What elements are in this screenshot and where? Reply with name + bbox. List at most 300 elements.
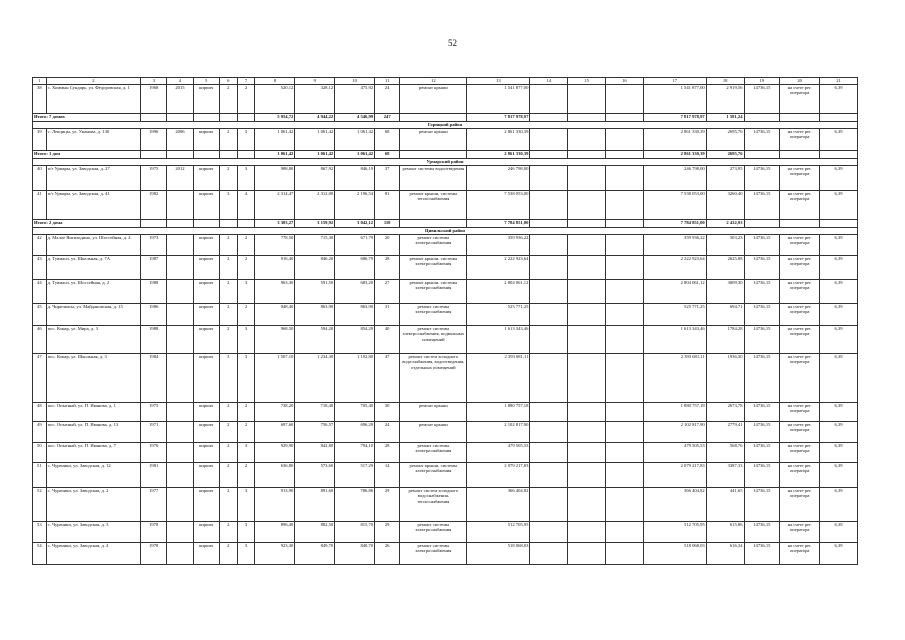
total-cell: [820, 220, 858, 228]
table-cell: 854,29: [335, 326, 375, 354]
table-row: [33, 422, 858, 443]
table-cell: 37: [375, 166, 400, 191]
table-cell: 2: [219, 422, 237, 443]
table-cell: с. Чурачики, ул. Заводская, д. 3: [46, 522, 140, 543]
total-cell: 68: [375, 151, 400, 159]
table-cell: 14736,15: [744, 543, 780, 565]
table-cell: [530, 443, 568, 463]
table-cell: 2 919,56: [706, 85, 744, 114]
total-cell: 7 784 851,00: [467, 220, 530, 228]
table-cell: с. Чурачики, ул. Заводская, д. 2: [46, 488, 140, 522]
table-row: [33, 191, 858, 220]
table-cell: на счете рег. оператора: [780, 256, 820, 280]
table-cell: ремонт системы электроснабжения: [400, 543, 467, 565]
total-cell: Итого: 2 дома: [33, 220, 141, 228]
table-cell: с. Чурачики, ул. Заводская, д. 4: [46, 543, 140, 565]
table-cell: [167, 422, 193, 443]
table-cell: 2: [219, 85, 237, 114]
table-cell: 2 314,47: [255, 191, 295, 220]
total-cell: [193, 114, 219, 122]
total-cell: [605, 151, 643, 159]
table-cell: на счете рег. оператора: [780, 326, 820, 354]
table-cell: 840,70: [335, 543, 375, 565]
table-cell: [605, 354, 643, 403]
table-cell: 2 222 923,64: [643, 256, 706, 280]
table-cell: 1 541 877,00: [467, 85, 530, 114]
table-cell: 14736,15: [744, 85, 780, 114]
table-cell: ремонт систем холодного водоснабжения, водоотведения, отдельных помещений: [400, 354, 467, 403]
table-row: [33, 129, 858, 151]
header-cell: 21: [820, 78, 858, 85]
table-cell: 31: [375, 304, 400, 326]
table-cell: [530, 166, 568, 191]
table-cell: 2: [219, 166, 237, 191]
table-cell: 14736,15: [744, 304, 780, 326]
table-cell: п/т Урмары, ул. Заводская, д. 27: [46, 166, 140, 191]
table-cell: 1987: [141, 256, 167, 280]
table-cell: 2015: [167, 85, 193, 114]
table-cell: ремонт систем холодного водоснабжения, теплоснабжения: [400, 488, 467, 522]
table-cell: 694,71: [706, 304, 744, 326]
table-cell: 863,90: [295, 304, 335, 326]
table-cell: 43: [33, 256, 47, 280]
table-cell: 3: [219, 191, 237, 220]
section-title: Цивильский район: [33, 228, 858, 235]
table-cell: 3387,33: [706, 463, 744, 488]
total-cell: [530, 220, 568, 228]
total-cell: 2695,76: [706, 151, 744, 159]
header-cell: 5: [193, 78, 219, 85]
table-cell: 29: [375, 522, 400, 543]
page-number: 52: [448, 38, 457, 48]
table-row: [33, 280, 858, 304]
total-cell: [780, 151, 820, 159]
table-cell: 2: [219, 543, 237, 565]
table-cell: ремонт системы электроснабжения: [400, 235, 467, 256]
table-cell: кирпич: [193, 326, 219, 354]
table-cell: [568, 522, 606, 543]
table-cell: 4: [237, 191, 255, 220]
table-cell: [568, 422, 606, 443]
table-cell: 27: [375, 280, 400, 304]
total-cell: [605, 114, 643, 122]
table-cell: 1988: [141, 280, 167, 304]
total-cell: [568, 114, 606, 122]
table-cell: [530, 304, 568, 326]
table-cell: [605, 166, 643, 191]
table-cell: [605, 522, 643, 543]
table-cell: 475,92: [335, 85, 375, 114]
table-cell: 6,39: [820, 129, 858, 151]
table-cell: 2: [237, 256, 255, 280]
table-cell: 636,80: [255, 463, 295, 488]
table-cell: пос. Опытный, ул. П. Иванова, д. 13: [46, 422, 140, 443]
table-cell: 54: [33, 543, 47, 565]
table-cell: 923,30: [255, 543, 295, 565]
table-cell: на счете рег. оператора: [780, 522, 820, 543]
table-row: [33, 403, 858, 422]
table-cell: 1 061,42: [335, 129, 375, 151]
section-row: [33, 159, 858, 166]
total-cell: [744, 151, 780, 159]
total-cell: [400, 151, 467, 159]
total-cell: 247: [375, 114, 400, 122]
table-cell: 29: [375, 488, 400, 522]
table-row: [33, 488, 858, 522]
table-cell: 2: [219, 488, 237, 522]
table-cell: [605, 463, 643, 488]
table-cell: на счете рег. оператора: [780, 422, 820, 443]
table-cell: д. Малое Янгильдино, ул. Шоссейная, д. 4: [46, 235, 140, 256]
table-cell: [568, 166, 606, 191]
table-cell: 2: [219, 463, 237, 488]
table-cell: 2: [219, 443, 237, 463]
header-cell: 2: [46, 78, 140, 85]
table-cell: 2673,78: [706, 403, 744, 422]
table-cell: [530, 235, 568, 256]
header-cell: 18: [706, 78, 744, 85]
table-cell: 2 222 923,64: [467, 256, 530, 280]
table-cell: 2: [219, 326, 237, 354]
header-cell: 3: [141, 78, 167, 85]
table-cell: 2: [219, 304, 237, 326]
table-cell: 26: [375, 543, 400, 565]
table-cell: 52: [33, 488, 47, 522]
table-cell: [605, 304, 643, 326]
table-cell: 328,12: [295, 85, 335, 114]
table-cell: 948,40: [255, 304, 295, 326]
table-cell: 14736,15: [744, 403, 780, 422]
table-cell: кирпич: [193, 85, 219, 114]
total-cell: [219, 220, 237, 228]
table-cell: 794,10: [335, 443, 375, 463]
table-cell: 591,50: [295, 280, 335, 304]
table-cell: 6,39: [820, 280, 858, 304]
table-cell: на счете рег. оператора: [780, 443, 820, 463]
table-cell: 849,70: [295, 543, 335, 565]
table-cell: 2 196,54: [335, 191, 375, 220]
table-cell: кирпич: [193, 522, 219, 543]
table-cell: на счете рег. оператора: [780, 129, 820, 151]
table-cell: 1986: [141, 304, 167, 326]
table-cell: на счете рег. оператора: [780, 403, 820, 422]
table-cell: 359 936,22: [643, 235, 706, 256]
table-cell: 2 861 330,39: [467, 129, 530, 151]
table-cell: 2 393 681,11: [643, 354, 706, 403]
table-cell: 1978: [141, 543, 167, 565]
table-cell: 1 234,30: [295, 354, 335, 403]
total-cell: [530, 114, 568, 122]
table-cell: 1 061,42: [295, 129, 335, 151]
table-cell: 3: [237, 326, 255, 354]
table-cell: 2: [219, 256, 237, 280]
table-cell: 842,80: [295, 443, 335, 463]
table-row: [33, 166, 858, 191]
table-cell: 14736,15: [744, 463, 780, 488]
total-cell: [400, 220, 467, 228]
table-cell: 6,39: [820, 522, 858, 543]
table-cell: 2 312,00: [295, 191, 335, 220]
total-cell: [237, 151, 255, 159]
total-cell: [780, 114, 820, 122]
table-cell: 366 404,82: [643, 488, 706, 522]
total-cell: 1 581,24: [706, 114, 744, 122]
table-cell: 1968: [141, 85, 167, 114]
table-cell: 616,34: [706, 543, 744, 565]
table-cell: кирпич: [193, 256, 219, 280]
table-cell: 2006: [167, 129, 193, 151]
table-cell: [167, 543, 193, 565]
table-cell: 929,90: [255, 443, 295, 463]
table-cell: [568, 191, 606, 220]
table-cell: 963,30: [255, 280, 295, 304]
table-cell: 1976: [141, 443, 167, 463]
header-cell: 8: [255, 78, 295, 85]
table-cell: [605, 85, 643, 114]
table-cell: 47: [375, 354, 400, 403]
table-cell: 1 613 343,46: [643, 326, 706, 354]
table-cell: [605, 443, 643, 463]
table-cell: [530, 129, 568, 151]
table-cell: 615,86: [706, 522, 744, 543]
table-cell: 525 771,25: [467, 304, 530, 326]
table-cell: 46: [33, 326, 47, 354]
table-cell: 44: [33, 280, 47, 304]
table-cell: на счете рег. оператора: [780, 85, 820, 114]
table-cell: [530, 488, 568, 522]
table-cell: д. Тувмаси, ул. Шоссейная, д. 2: [46, 280, 140, 304]
table-cell: [605, 256, 643, 280]
table-cell: ремонт системы водоотведения: [400, 166, 467, 191]
header-cell: 13: [467, 78, 530, 85]
header-cell: 1: [33, 78, 47, 85]
total-cell: 118: [375, 220, 400, 228]
total-row: [33, 114, 858, 122]
table-cell: 1784,28: [706, 326, 744, 354]
table-cell: [530, 280, 568, 304]
table-cell: [530, 422, 568, 443]
table-cell: ремонт крыши: [400, 403, 467, 422]
table-cell: 594,20: [295, 326, 335, 354]
table-cell: 273,95: [706, 166, 744, 191]
table-cell: [568, 326, 606, 354]
table-cell: 686,79: [335, 256, 375, 280]
table-cell: 1 192,80: [335, 354, 375, 403]
header-cell: 14: [530, 78, 568, 85]
table-cell: на счете рег. оператора: [780, 354, 820, 403]
total-cell: [237, 114, 255, 122]
table-cell: с. Чурачики, ул. Заводская, д. 12: [46, 463, 140, 488]
section-title: Урмарский район: [33, 159, 858, 166]
table-cell: 14736,15: [744, 422, 780, 443]
table-cell: 3: [237, 129, 255, 151]
table-cell: 1971: [141, 422, 167, 443]
table-cell: 2 804 061,12: [643, 280, 706, 304]
table-cell: 1 541 877,00: [643, 85, 706, 114]
table-cell: 2: [237, 235, 255, 256]
table-cell: [167, 256, 193, 280]
table-cell: 2: [237, 463, 255, 488]
table-cell: 14736,15: [744, 443, 780, 463]
header-row: [33, 78, 858, 85]
table-cell: [568, 129, 606, 151]
table-cell: 40: [375, 326, 400, 354]
table-cell: 2 102 817,90: [643, 422, 706, 443]
table-cell: 705,40: [335, 403, 375, 422]
table-cell: 3: [237, 280, 255, 304]
total-cell: [141, 151, 167, 159]
total-cell: Итого: 7 домов: [33, 114, 141, 122]
table-cell: 2: [237, 85, 255, 114]
table-cell: [568, 304, 606, 326]
table-cell: 6,39: [820, 235, 858, 256]
table-cell: [568, 85, 606, 114]
table-cell: ремонт системы электроснабжения, подвальных помещений: [400, 326, 467, 354]
table-cell: 1936,30: [706, 354, 744, 403]
table-cell: 815,70: [335, 522, 375, 543]
table-cell: на счете рег. оператора: [780, 280, 820, 304]
table-cell: [568, 354, 606, 403]
table-cell: 3: [237, 488, 255, 522]
table-cell: 2695,76: [706, 129, 744, 151]
table-cell: 6,39: [820, 403, 858, 422]
table-cell: [605, 403, 643, 422]
table-cell: 1 880 757,18: [467, 403, 530, 422]
table-cell: 14736,15: [744, 235, 780, 256]
header-cell: 20: [780, 78, 820, 85]
table-cell: [605, 488, 643, 522]
table-cell: пос. Опытный, ул. П. Иванова, д. 1: [46, 403, 140, 422]
total-cell: 7 817 978,97: [643, 114, 706, 122]
table-cell: 14736,15: [744, 166, 780, 191]
section-row: [33, 228, 858, 235]
table-row: [33, 256, 858, 280]
table-cell: 3260,40: [706, 191, 744, 220]
table-cell: 2: [237, 403, 255, 422]
table-cell: 7 538 053,00: [643, 191, 706, 220]
table-cell: на счете рег. оператора: [780, 543, 820, 565]
table-cell: 2: [219, 522, 237, 543]
table-cell: с. Лекцицы, ул. Уманова, д. 130: [46, 129, 140, 151]
table-cell: 671,79: [335, 235, 375, 256]
table-cell: 366 404,82: [467, 488, 530, 522]
table-cell: 1975: [141, 403, 167, 422]
total-cell: [605, 220, 643, 228]
section-title: Горицкий район: [33, 122, 858, 129]
table-cell: 2: [237, 304, 255, 326]
table-cell: 6,39: [820, 422, 858, 443]
table-cell: 573,60: [295, 463, 335, 488]
table-cell: 863,90: [335, 304, 375, 326]
table-cell: 14736,15: [744, 326, 780, 354]
table-cell: [167, 522, 193, 543]
table-cell: [568, 280, 606, 304]
table-cell: 2012: [167, 166, 193, 191]
table-cell: ремонт крыши, системы теплоснабжения: [400, 191, 467, 220]
table-cell: 3: [237, 543, 255, 565]
header-cell: 9: [295, 78, 335, 85]
table-row: [33, 354, 858, 403]
table-cell: 2 393 681,11: [467, 354, 530, 403]
table-cell: [605, 191, 643, 220]
table-cell: 696,29: [335, 422, 375, 443]
table-cell: [530, 256, 568, 280]
table-cell: 718,40: [295, 403, 335, 422]
table-cell: 525 771,25: [643, 304, 706, 326]
total-cell: [780, 220, 820, 228]
table-cell: 51: [33, 463, 47, 488]
table-cell: 2779,41: [706, 422, 744, 443]
table-cell: 246 798,00: [467, 166, 530, 191]
table-cell: [530, 326, 568, 354]
header-cell: 11: [375, 78, 400, 85]
total-cell: 2 432,93: [706, 220, 744, 228]
table-cell: 81: [375, 191, 400, 220]
table-cell: 48: [33, 403, 47, 422]
header-cell: 10: [335, 78, 375, 85]
table-cell: 24: [375, 85, 400, 114]
table-cell: 2 804 061,12: [467, 280, 530, 304]
table-cell: 28: [375, 256, 400, 280]
table-cell: 20: [375, 235, 400, 256]
table-cell: кирпич: [193, 235, 219, 256]
table-cell: [167, 463, 193, 488]
table-cell: 6,39: [820, 543, 858, 565]
table-cell: 715,30: [295, 235, 335, 256]
total-cell: 2 861 330,39: [467, 151, 530, 159]
table-cell: ремонт крыши: [400, 129, 467, 151]
table-cell: 3: [237, 354, 255, 403]
total-cell: [219, 114, 237, 122]
table-cell: 359 936,22: [467, 235, 530, 256]
total-cell: [167, 151, 193, 159]
table-cell: ремонт системы электроснабжения: [400, 522, 467, 543]
header-cell: 6: [219, 78, 237, 85]
table-cell: 50: [33, 443, 47, 463]
table-cell: 3009,30: [706, 280, 744, 304]
table-cell: кирпич: [193, 543, 219, 565]
table-cell: 6,39: [820, 463, 858, 488]
table-cell: 6,39: [820, 85, 858, 114]
table-cell: [605, 129, 643, 151]
table-cell: 441,65: [706, 488, 744, 522]
total-cell: [530, 151, 568, 159]
table-cell: 738,20: [255, 403, 295, 422]
table-row: [33, 522, 858, 543]
table-cell: [167, 488, 193, 522]
total-cell: [237, 220, 255, 228]
table-cell: кирпич: [193, 354, 219, 403]
table-cell: д. Чиричкасы, ул. Майдановская, д. 15: [46, 304, 140, 326]
total-cell: [744, 220, 780, 228]
table-cell: [605, 326, 643, 354]
table-cell: ремонт системы электроснабжения: [400, 443, 467, 463]
table-cell: 2: [219, 403, 237, 422]
table-row: [33, 85, 858, 114]
table-cell: 2 079 217,83: [643, 463, 706, 488]
table-cell: 846,20: [295, 256, 335, 280]
total-cell: [820, 114, 858, 122]
table-cell: [530, 85, 568, 114]
total-cell: 5 954,72: [255, 114, 295, 122]
table-cell: 3: [237, 443, 255, 463]
total-cell: [568, 220, 606, 228]
header-cell: 7: [237, 78, 255, 85]
table-row: [33, 463, 858, 488]
table-cell: ремонт крыши, системы электроснабжения: [400, 463, 467, 488]
total-cell: 1 061,42: [295, 151, 335, 159]
table-cell: 14: [375, 463, 400, 488]
